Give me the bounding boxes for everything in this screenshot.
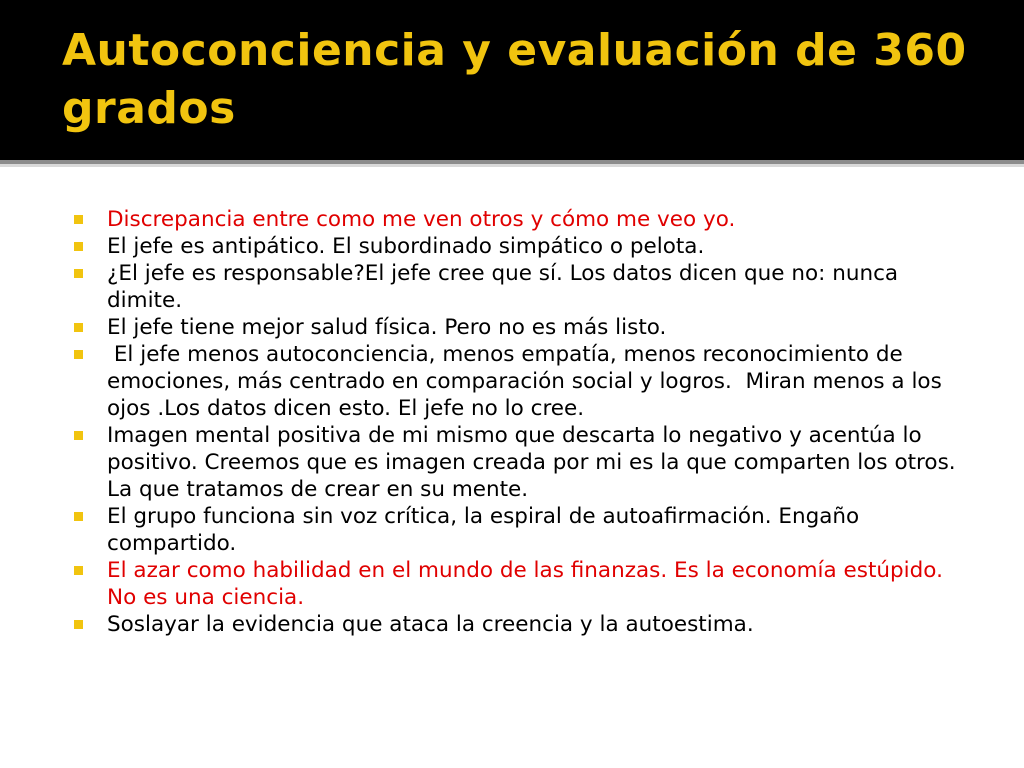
title-divider-light [0, 164, 1024, 167]
bullet-item [72, 422, 972, 503]
square-bullet-icon [74, 431, 83, 440]
bullet-text: El jefe es antipático. El subordinado simpático o pelota. [107, 234, 705, 259]
bullet-item [72, 206, 972, 233]
bullet-text: El azar como habilidad en el mundo de las finanzas. Es la economía estúpido. No es una ciencia. [107, 558, 943, 610]
bullet-text: Imagen mental positiva de mi mismo que descarta lo negativo y acentúa lo positivo. Creemos que es imagen creada por mi es la que comparten los otros. La que tratamos de crear en su mente. [107, 423, 956, 502]
square-bullet-icon [74, 323, 83, 332]
square-bullet-icon [74, 620, 83, 629]
bullet-text: Soslayar la evidencia que ataca la creencia y la autoestima. [107, 612, 754, 637]
bullet-text: El grupo funciona sin voz crítica, la espiral de autoafirmación. Engaño compartido. [107, 504, 860, 556]
bullet-item [72, 260, 972, 314]
bullet-list [72, 206, 972, 638]
bullet-item [72, 314, 972, 341]
bullet-text: El jefe menos autoconciencia, menos empatía, menos reconocimiento de emociones, más centrado en comparación social y logros. Miran menos a los ojos .Los datos dicen esto. El jefe no lo cree. [107, 342, 949, 421]
bullet-text: El jefe tiene mejor salud física. Pero no es más listo. [107, 315, 667, 340]
bullet-item [72, 503, 972, 557]
square-bullet-icon [74, 215, 83, 224]
bullet-item [72, 611, 972, 638]
bullet-item [72, 557, 972, 611]
square-bullet-icon [74, 512, 83, 521]
bullet-text: ¿El jefe es responsable?El jefe cree que sí. Los datos dicen que no: nunca dimite. [107, 261, 899, 313]
bullet-item [72, 341, 972, 422]
bullet-text: Discrepancia entre como me ven otros y cómo me veo yo. [107, 207, 736, 232]
square-bullet-icon [74, 350, 83, 359]
square-bullet-icon [74, 269, 83, 278]
square-bullet-icon [74, 242, 83, 251]
title-bar [0, 0, 1024, 160]
bullet-item [72, 233, 972, 260]
square-bullet-icon [74, 566, 83, 575]
slide-title: Autoconciencia y evaluación de 360 grados [62, 25, 967, 134]
